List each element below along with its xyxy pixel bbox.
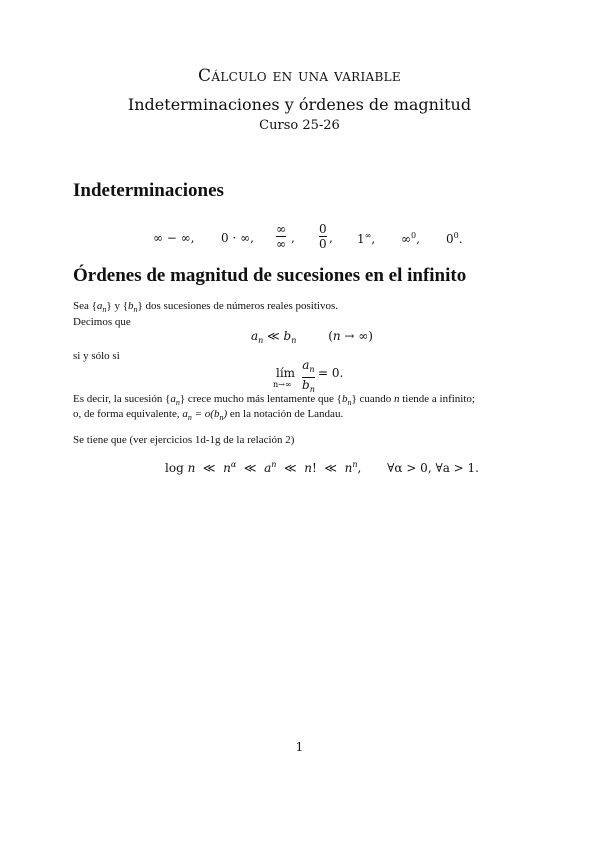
form-comma: , [329,231,333,245]
paragraph-se-tiene: Se tiene que (ver ejercicios 1d-1g de la relación 2) [73,434,295,446]
form-zero-over-zero [319,222,327,251]
document-subtitle: Indeterminaciones y órdenes de magnitud [127,95,472,114]
frac-denominator: 0 [319,237,327,251]
paragraph-sucesiones [73,300,338,314]
exponent: 0 [453,231,459,240]
text: o, de forma equivalente, [73,408,180,420]
period: . [458,232,463,246]
course-label: Curso 25-26 [259,118,340,133]
frac-denominator: ∞ [276,237,286,251]
text: Es decir, la sucesión { [73,393,171,405]
base: ∞ [401,232,411,246]
text: } crece mucho más lentamente que { [179,393,342,405]
exponent: ∞ [364,231,372,240]
form-one-pow-inf [357,231,375,246]
paragraph-si-y-solo-si: si y sólo si [73,350,120,362]
frac-numerator: ∞ [276,222,286,236]
text: Sea { [73,300,97,312]
paragraph-decimos: Decimos que [73,316,131,328]
document-title: Cálculo en una variable [198,66,401,86]
form-comma: , [291,231,295,245]
section-heading-ordenes: Órdenes de magnitud de sucesiones en el infinito [73,265,467,286]
math-a-n: $a_n$ [170,393,180,407]
equation-order-chain: log n ≪ $n^\alpha$ ≪ $a^n$ ≪ n! ≪ $n^n$, ∀α > 0, ∀a > 1. [165,460,479,475]
text: } y { [106,300,128,312]
math-b-n: $b_n$ [341,393,352,407]
lim-word: lím [276,366,296,380]
base: 1 [357,232,365,246]
paragraph-landau [73,408,343,422]
math-b-n: $b_n$ [127,300,138,314]
frac-numerator: 0 [319,222,327,236]
math-landau: $a_n = o(b_n)$ [182,408,228,422]
equation-order-relation: $a_n$ ≪ $b_n$ (n → ∞) [251,329,373,345]
form-inf-pow-zero [401,231,420,246]
form-zero-pow-zero [446,231,463,246]
math-n: n [394,393,400,405]
form-inf-minus-inf: ∞ − ∞, [153,231,195,245]
text: en la notación de Landau. [229,408,344,420]
equals-zero: = 0. [318,366,344,380]
exponent: 0 [411,231,417,240]
paragraph-es-decir [73,393,475,407]
text: tiende a infinito; [402,393,475,405]
comma: , [416,232,420,246]
comma: , [371,232,376,246]
text: } cuando [351,393,392,405]
base: 0 [446,232,454,246]
section-heading-indeterminaciones: Indeterminaciones [73,180,224,201]
text: } dos sucesiones de números reales positivos. [137,300,338,312]
limit-fraction: $a_n$ $b_n$ [302,358,315,394]
math-a-n: $a_n$ [96,300,107,314]
form-inf-over-inf [276,222,286,251]
form-zero-times-inf: 0 · ∞, [221,231,254,245]
lim-subscript: n→∞ [273,380,292,389]
page-number: 1 [295,740,304,754]
quantifiers: ∀α > 0, ∀a > 1. [387,461,479,475]
